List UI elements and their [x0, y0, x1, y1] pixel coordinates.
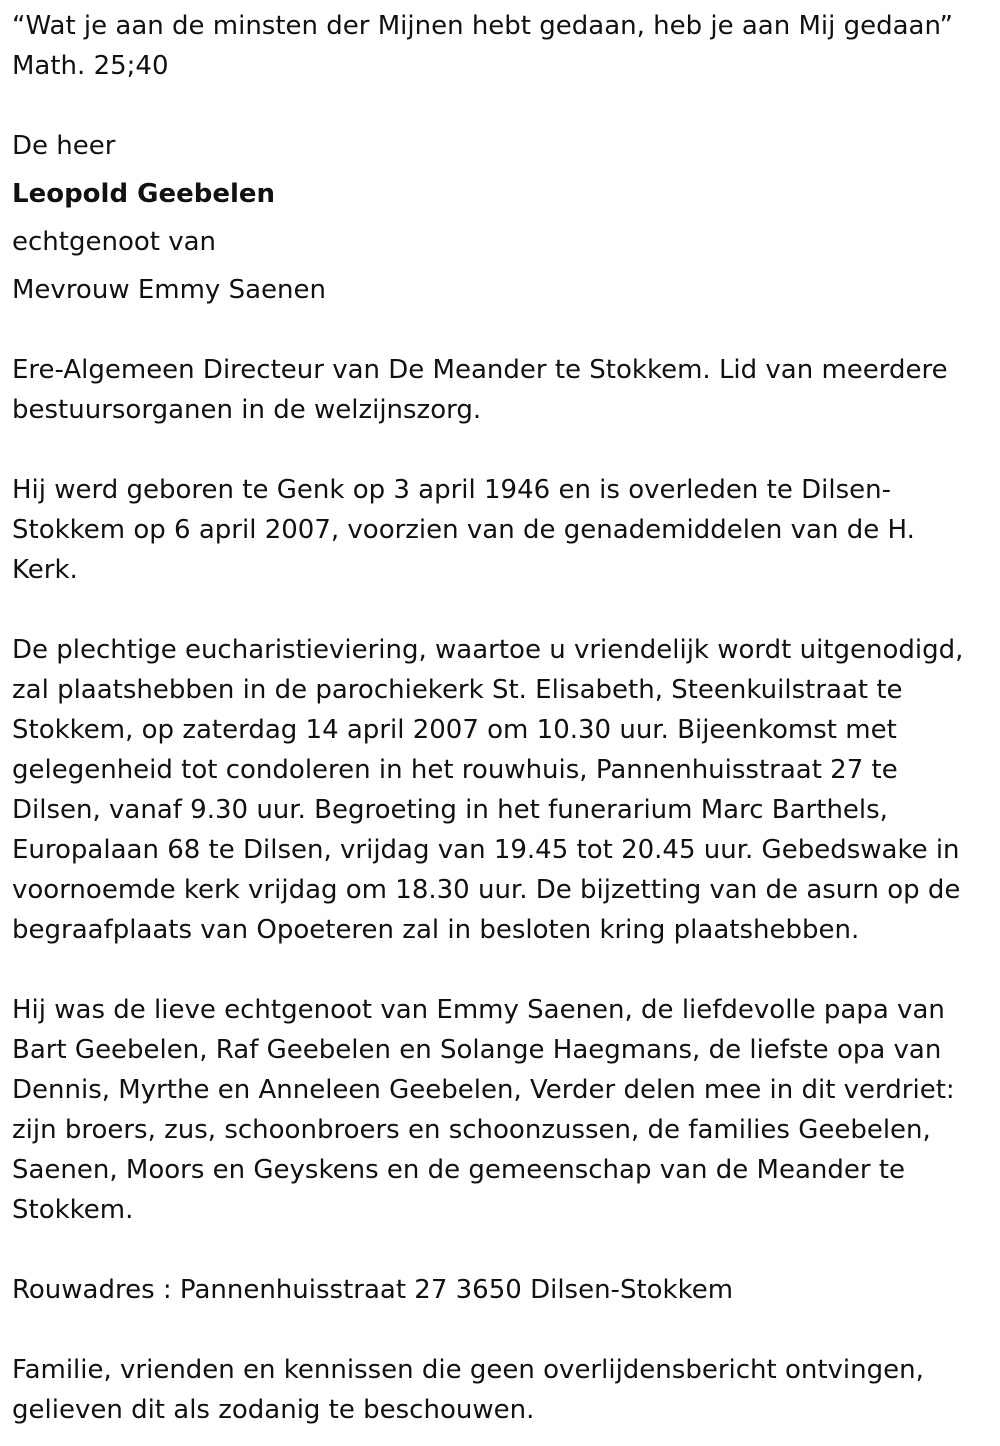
birth-death-paragraph: Hij werd geboren te Genk op 3 april 1946 en is overleden te Dilsen- Stokkem op 6 april 2007, voorzien van de genademiddelen van de H. Kerk.	[12, 475, 915, 585]
bible-quote: “Wat je aan de minsten der Mijnen hebt gedaan, heb je aan Mij gedaan” Math. 25;40	[12, 11, 954, 81]
family-paragraph: Hij was de lieve echtgenoot van Emmy Saenen, de liefdevolle papa van Bart Geebelen, Raf Geebelen en Solange Haegmans, de liefste opa van Dennis, Myrthe en Anneleen Geebelen, Verder delen mee in dit verdriet: zijn broers, zus, schoonbroers en schoonzussen, de families Geebelen, Saenen, Moors en Geyskens en de gemeenschap van de Meander te Stokkem.	[12, 995, 955, 1225]
address-line: Rouwadres : Pannenhuisstraat 27 3650 Dilsen-Stokkem	[12, 1275, 734, 1305]
ceremony-paragraph: De plechtige eucharistieviering, waartoe u vriendelijk wordt uitgenodigd, zal plaatshebben in de parochiekerk St. Elisabeth, Steenkuilstraat te Stokkem, op zaterdag 14 april 2007 om 10.30 uur. Bijeenkomst met gelegenheid tot condoleren in het rouwhuis, Pannenhuisstraat 27 te Dilsen, vanaf 9.30 uur. Begroeting in het funerarium Marc Barthels, Europalaan 68 te Dilsen, vrijdag van 19.45 tot 20.45 uur. Gebedswake in voornoemde kerk vrijdag om 18.30 uur. De bijzetting van de asurn op de begraafplaats van Opoeteren zal in besloten kring plaatshebben.	[12, 635, 964, 945]
spouse-relation: echtgenoot van	[12, 227, 217, 257]
salutation: De heer	[12, 131, 116, 161]
function-paragraph: Ere-Algemeen Directeur van De Meander te Stokkem. Lid van meerdere bestuursorganen in de welzijnszorg.	[12, 355, 948, 425]
closing-paragraph: Familie, vrienden en kennissen die geen overlijdensbericht ontvingen, gelieven dit als zodanig te beschouwen.	[12, 1355, 924, 1425]
deceased-name: Leopold Geebelen	[12, 179, 276, 209]
spouse-name: Mevrouw Emmy Saenen	[12, 275, 326, 305]
